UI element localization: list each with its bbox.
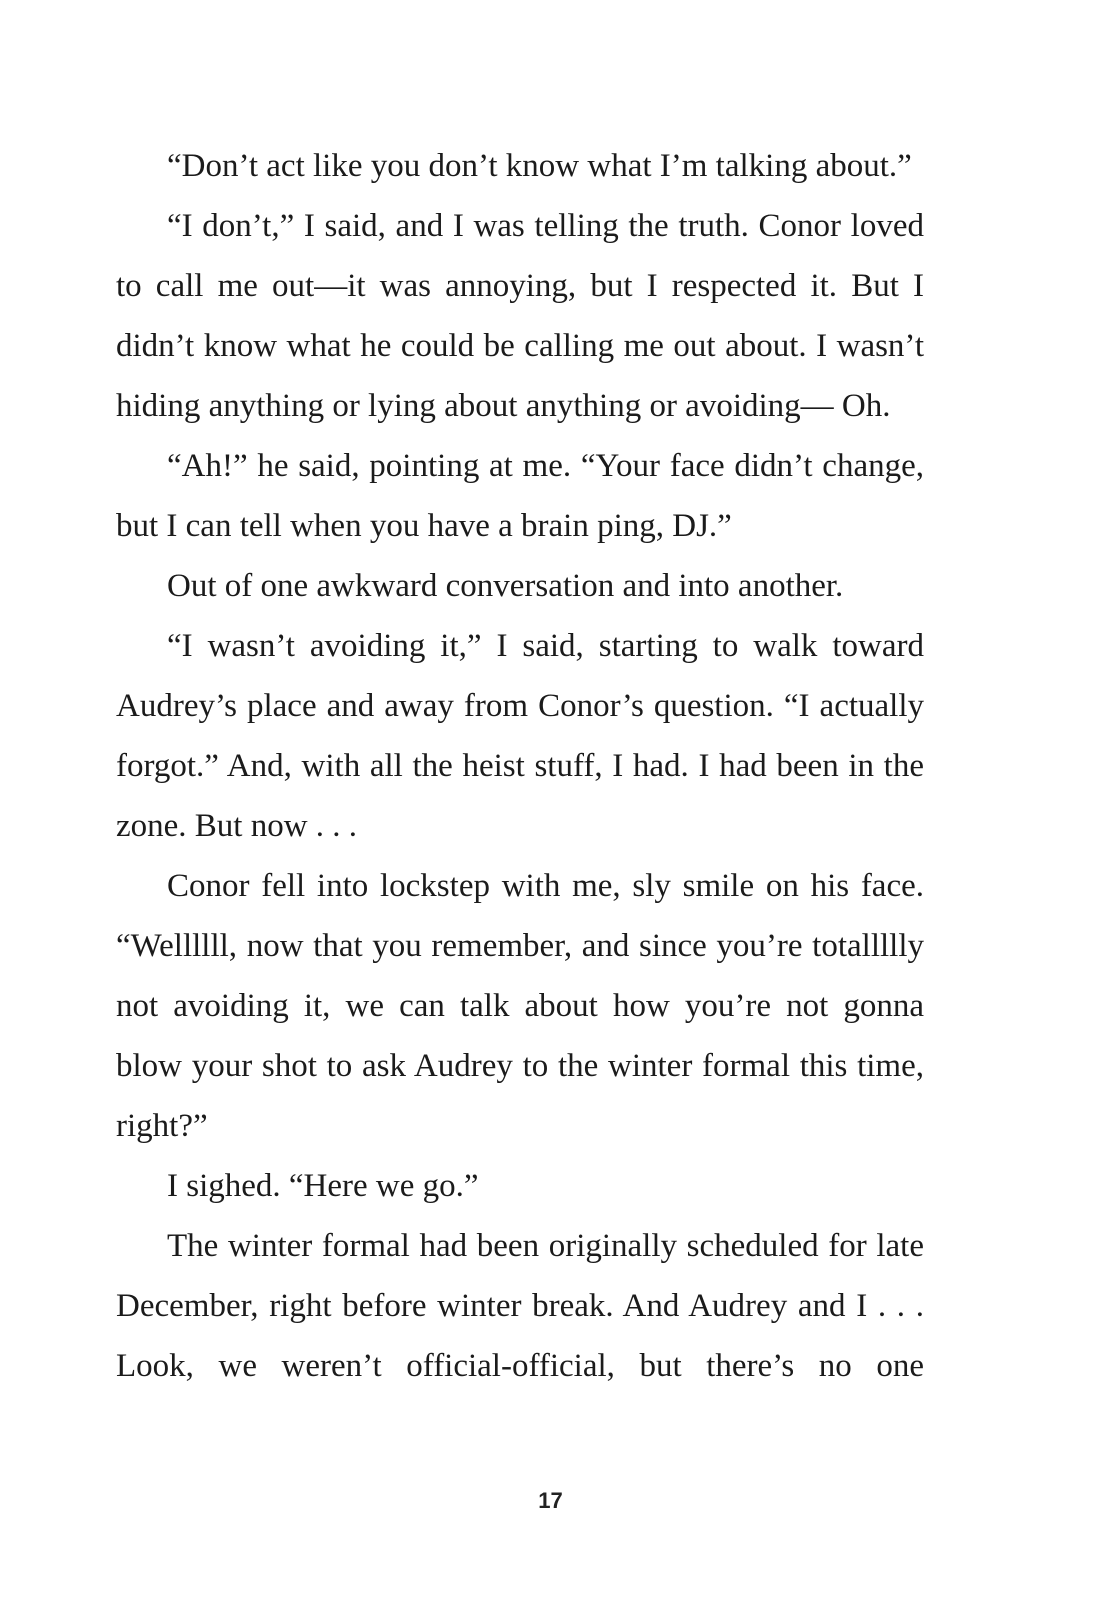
paragraph: “Ah!” he said, pointing at me. “Your face didn’t change, but I can tell when you have a brain ping, DJ.”	[116, 448, 924, 544]
paragraph: I sighed. “Here we go.”	[167, 1168, 479, 1204]
paragraph: The winter formal had been originally scheduled for late December, right before winter break. And Audrey and I . . . Look, we weren’t official-official, but there’s no one	[116, 1228, 924, 1384]
paragraph: “I don’t,” I said, and I was telling the truth. Conor loved to call me out—it was annoying, but I respected it. But I didn’t know what he could be calling me out about. I wasn’t hiding anything or lying about anything or avoiding— Oh.	[116, 208, 924, 424]
paragraph: “I wasn’t avoiding it,” I said, starting to walk toward Audrey’s place and away from Conor’s question. “I actually forgot.” And, with all the heist stuff, I had. I had been in the zone. But now . . .	[116, 628, 924, 844]
paragraph: “Don’t act like you don’t know what I’m talking about.”	[167, 148, 912, 184]
paragraph: Conor fell into lockstep with me, sly smile on his face. “Wellllll, now that you remember, and since you’re totallllly not avoiding it, we can talk about how you’re not gonna blow your shot to ask Audrey to the winter formal this time, right?”	[116, 868, 924, 1144]
page-number: 17	[538, 1488, 563, 1513]
paragraph: Out of one awkward conversation and into another.	[167, 568, 844, 604]
body-text	[116, 136, 924, 1396]
